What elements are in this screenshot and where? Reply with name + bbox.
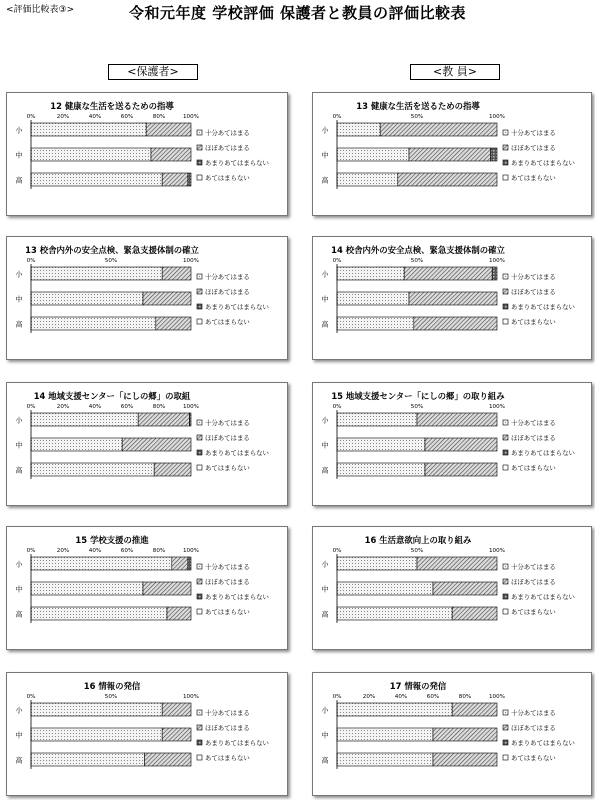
legend-label: ほぼあてはまる bbox=[511, 144, 556, 152]
chart-title: 12 健康な生活を送るための指導 bbox=[50, 101, 174, 111]
bar-segment bbox=[337, 438, 425, 451]
bar-segment bbox=[188, 173, 191, 186]
bar-segment bbox=[31, 753, 145, 766]
x-tick-label: 20% bbox=[56, 114, 70, 120]
category-label: 高 bbox=[15, 466, 23, 475]
chart-title: 15 学校支援の推進 bbox=[75, 535, 149, 545]
legend-label: あまりあてはまらない bbox=[511, 739, 575, 747]
chart-panel-3 bbox=[6, 236, 288, 360]
bar-segment bbox=[162, 267, 191, 280]
legend-swatch bbox=[197, 609, 202, 614]
x-tick-label: 0% bbox=[332, 114, 342, 120]
legend-label: あまりあてはまらない bbox=[205, 593, 269, 601]
bar-segment bbox=[417, 557, 497, 570]
legend-swatch bbox=[503, 435, 508, 440]
bar-segment bbox=[337, 607, 452, 620]
category-label: 小 bbox=[321, 126, 329, 135]
legend-swatch bbox=[197, 755, 202, 760]
x-tick-label: 80% bbox=[152, 114, 166, 120]
bar-segment bbox=[409, 148, 491, 161]
bar-segment bbox=[492, 267, 497, 280]
category-label: 中 bbox=[321, 151, 329, 160]
x-tick-label: 60% bbox=[120, 114, 134, 120]
bar-segment bbox=[433, 582, 497, 595]
legend-swatch bbox=[197, 145, 202, 150]
stacked-bar-chart-2 bbox=[313, 93, 591, 215]
legend-swatch bbox=[503, 755, 508, 760]
stacked-bar-chart-1 bbox=[7, 93, 287, 215]
legend-label: あてはまらない bbox=[205, 754, 250, 762]
legend-label: あてはまらない bbox=[511, 754, 556, 762]
bar-segment bbox=[156, 317, 191, 330]
bar-segment bbox=[380, 123, 497, 136]
legend-swatch bbox=[197, 160, 202, 165]
bar-segment bbox=[425, 438, 497, 451]
legend-label: 十分あてはまる bbox=[511, 129, 556, 137]
bar-segment bbox=[31, 123, 146, 136]
x-tick-label: 0% bbox=[26, 548, 36, 554]
legend-label: あまりあてはまらない bbox=[511, 593, 575, 601]
legend-label: あまりあてはまらない bbox=[205, 159, 269, 167]
category-label: 中 bbox=[321, 295, 329, 304]
bar-segment bbox=[337, 703, 452, 716]
legend-swatch bbox=[197, 130, 202, 135]
x-tick-label: 60% bbox=[120, 548, 134, 554]
x-tick-label: 50% bbox=[104, 258, 118, 264]
bar-segment bbox=[162, 728, 191, 741]
legend-swatch bbox=[503, 289, 508, 294]
stacked-bar-chart-8 bbox=[313, 527, 591, 649]
legend-swatch bbox=[197, 594, 202, 599]
bar-segment bbox=[404, 267, 492, 280]
corner-label: <評価比較表③> bbox=[6, 5, 75, 15]
x-tick-label: 100% bbox=[183, 114, 199, 120]
bar-segment bbox=[417, 413, 497, 426]
stacked-bar-chart-9 bbox=[7, 673, 287, 795]
category-label: 高 bbox=[15, 320, 23, 329]
chart-panel-6 bbox=[312, 382, 592, 506]
x-tick-label: 100% bbox=[489, 694, 505, 700]
legend-label: 十分あてはまる bbox=[205, 419, 250, 427]
chart-title: 16 生活意欲向上の取り組み bbox=[364, 535, 472, 545]
category-label: 小 bbox=[321, 706, 329, 715]
bar-segment bbox=[414, 317, 497, 330]
bar-segment bbox=[337, 148, 409, 161]
bar-segment bbox=[337, 292, 409, 305]
legend-swatch bbox=[503, 564, 508, 569]
bar-segment bbox=[31, 463, 154, 476]
legend-swatch bbox=[503, 274, 508, 279]
bar-segment bbox=[31, 728, 162, 741]
bar-segment bbox=[491, 148, 497, 161]
category-label: 高 bbox=[321, 610, 329, 619]
category-label: 高 bbox=[15, 610, 23, 619]
legend-label: ほぼあてはまる bbox=[205, 578, 250, 586]
category-label: 小 bbox=[321, 560, 329, 569]
stacked-bar-chart-7 bbox=[7, 527, 287, 649]
legend-swatch bbox=[503, 465, 508, 470]
bar-segment bbox=[452, 607, 497, 620]
category-label: 中 bbox=[321, 731, 329, 740]
bar-segment bbox=[409, 292, 497, 305]
legend-swatch bbox=[197, 420, 202, 425]
category-label: 小 bbox=[15, 416, 23, 425]
legend-swatch bbox=[503, 304, 508, 309]
legend-label: あてはまらない bbox=[511, 318, 556, 326]
legend-label: 十分あてはまる bbox=[205, 563, 250, 571]
legend-label: ほぼあてはまる bbox=[205, 434, 250, 442]
bar-segment bbox=[189, 413, 191, 426]
bar-segment bbox=[143, 582, 191, 595]
x-tick-label: 100% bbox=[183, 404, 199, 410]
x-tick-label: 0% bbox=[332, 258, 342, 264]
bar-segment bbox=[31, 582, 143, 595]
x-tick-label: 40% bbox=[88, 114, 102, 120]
x-tick-label: 60% bbox=[120, 404, 134, 410]
stacked-bar-chart-10 bbox=[313, 673, 591, 795]
bar-segment bbox=[433, 728, 497, 741]
bar-segment bbox=[425, 463, 497, 476]
x-tick-label: 0% bbox=[26, 694, 36, 700]
legend-swatch bbox=[503, 710, 508, 715]
chart-panel-2 bbox=[312, 92, 592, 216]
legend-swatch bbox=[503, 319, 508, 324]
legend-label: 十分あてはまる bbox=[511, 709, 556, 717]
category-label: 高 bbox=[321, 756, 329, 765]
bar-segment bbox=[31, 292, 143, 305]
bar-segment bbox=[31, 317, 156, 330]
legend-swatch bbox=[197, 450, 202, 455]
legend-label: あまりあてはまらない bbox=[205, 303, 269, 311]
bar-segment bbox=[31, 703, 162, 716]
x-tick-label: 50% bbox=[410, 258, 424, 264]
bar-segment bbox=[337, 557, 417, 570]
legend-swatch bbox=[197, 319, 202, 324]
bar-segment bbox=[143, 292, 191, 305]
bar-segment bbox=[337, 123, 380, 136]
x-tick-label: 40% bbox=[88, 404, 102, 410]
chart-title: 15 地域支援センター「にしの郷」の取り組み bbox=[331, 391, 505, 401]
category-label: 小 bbox=[15, 706, 23, 715]
bar-segment bbox=[452, 703, 497, 716]
legend-label: ほぼあてはまる bbox=[205, 144, 250, 152]
bar-segment bbox=[337, 463, 425, 476]
legend-label: あまりあてはまらない bbox=[511, 303, 575, 311]
legend-label: あてはまらない bbox=[511, 174, 556, 182]
legend-swatch bbox=[197, 725, 202, 730]
legend-label: あてはまらない bbox=[205, 608, 250, 616]
category-label: 高 bbox=[321, 320, 329, 329]
chart-panel-10 bbox=[312, 672, 592, 796]
bar-segment bbox=[138, 413, 189, 426]
chart-title: 16 情報の発信 bbox=[83, 681, 141, 691]
legend-swatch bbox=[503, 594, 508, 599]
legend-swatch bbox=[503, 160, 508, 165]
bar-segment bbox=[433, 753, 497, 766]
x-tick-label: 20% bbox=[56, 404, 70, 410]
chart-title: 14 地域支援センター「にしの郷」の取組 bbox=[33, 391, 191, 401]
chart-panel-7 bbox=[6, 526, 288, 650]
x-tick-label: 100% bbox=[183, 694, 199, 700]
x-tick-label: 60% bbox=[426, 694, 440, 700]
x-tick-label: 0% bbox=[332, 404, 342, 410]
x-tick-label: 100% bbox=[489, 404, 505, 410]
bar-segment bbox=[162, 703, 191, 716]
legend-swatch bbox=[503, 740, 508, 745]
bar-segment bbox=[398, 173, 497, 186]
category-label: 中 bbox=[15, 151, 23, 160]
x-tick-label: 0% bbox=[332, 548, 342, 554]
legend-swatch bbox=[503, 420, 508, 425]
column-header-parents: <保護者> bbox=[108, 64, 198, 80]
legend-label: あてはまらない bbox=[511, 608, 556, 616]
legend-swatch bbox=[503, 130, 508, 135]
x-tick-label: 100% bbox=[489, 258, 505, 264]
bar-segment bbox=[337, 413, 417, 426]
legend-label: 十分あてはまる bbox=[205, 273, 250, 281]
legend-swatch bbox=[197, 579, 202, 584]
bar-segment bbox=[188, 557, 191, 570]
category-label: 中 bbox=[15, 731, 23, 740]
chart-title: 17 情報の発信 bbox=[389, 681, 447, 691]
legend-label: ほぼあてはまる bbox=[511, 724, 556, 732]
x-tick-label: 50% bbox=[410, 114, 424, 120]
stacked-bar-chart-6 bbox=[313, 383, 591, 505]
x-tick-label: 80% bbox=[458, 694, 472, 700]
column-header-teachers: <教 員> bbox=[410, 64, 500, 80]
legend-label: ほぼあてはまる bbox=[511, 434, 556, 442]
legend-label: あてはまらない bbox=[205, 318, 250, 326]
legend-swatch bbox=[503, 609, 508, 614]
legend-label: 十分あてはまる bbox=[511, 273, 556, 281]
legend-swatch bbox=[197, 435, 202, 440]
legend-label: あまりあてはまらない bbox=[511, 159, 575, 167]
category-label: 小 bbox=[15, 126, 23, 135]
bar-segment bbox=[337, 267, 404, 280]
stacked-bar-chart-4 bbox=[313, 237, 591, 359]
category-label: 小 bbox=[321, 416, 329, 425]
x-tick-label: 20% bbox=[362, 694, 376, 700]
x-tick-label: 80% bbox=[152, 404, 166, 410]
stacked-bar-chart-3 bbox=[7, 237, 287, 359]
legend-label: あてはまらない bbox=[205, 174, 250, 182]
x-tick-label: 100% bbox=[183, 548, 199, 554]
legend-swatch bbox=[503, 175, 508, 180]
page-title: 令和元年度 学校評価 保護者と教員の評価比較表 bbox=[129, 4, 466, 22]
category-label: 中 bbox=[15, 441, 23, 450]
x-tick-label: 80% bbox=[152, 548, 166, 554]
bar-segment bbox=[31, 438, 122, 451]
bar-segment bbox=[31, 413, 138, 426]
bar-segment bbox=[31, 148, 151, 161]
legend-label: 十分あてはまる bbox=[205, 129, 250, 137]
legend-swatch bbox=[197, 289, 202, 294]
legend-swatch bbox=[197, 304, 202, 309]
stacked-bar-chart-5 bbox=[7, 383, 287, 505]
category-label: 高 bbox=[15, 176, 23, 185]
bar-segment bbox=[146, 123, 191, 136]
x-tick-label: 50% bbox=[410, 548, 424, 554]
x-tick-label: 0% bbox=[26, 114, 36, 120]
legend-swatch bbox=[503, 145, 508, 150]
legend-swatch bbox=[197, 564, 202, 569]
x-tick-label: 100% bbox=[489, 548, 505, 554]
category-label: 中 bbox=[15, 295, 23, 304]
bar-segment bbox=[31, 607, 167, 620]
bar-segment bbox=[31, 173, 162, 186]
legend-swatch bbox=[503, 579, 508, 584]
bar-segment bbox=[162, 173, 188, 186]
legend-swatch bbox=[197, 175, 202, 180]
x-tick-label: 40% bbox=[88, 548, 102, 554]
chart-panel-8 bbox=[312, 526, 592, 650]
bar-segment bbox=[172, 557, 188, 570]
bar-segment bbox=[31, 267, 162, 280]
category-label: 中 bbox=[321, 441, 329, 450]
legend-swatch bbox=[197, 740, 202, 745]
chart-title: 13 校舎内外の安全点検、緊急支援体制の確立 bbox=[25, 245, 199, 255]
x-tick-label: 0% bbox=[332, 694, 342, 700]
legend-label: あまりあてはまらない bbox=[511, 449, 575, 457]
legend-swatch bbox=[503, 725, 508, 730]
bar-segment bbox=[337, 582, 433, 595]
category-label: 小 bbox=[321, 270, 329, 279]
legend-swatch bbox=[503, 450, 508, 455]
bar-segment bbox=[337, 753, 433, 766]
legend-label: ほぼあてはまる bbox=[511, 578, 556, 586]
chart-panel-1 bbox=[6, 92, 288, 216]
bar-segment bbox=[337, 317, 414, 330]
legend-label: あてはまらない bbox=[511, 464, 556, 472]
bar-segment bbox=[151, 148, 191, 161]
legend-label: あてはまらない bbox=[205, 464, 250, 472]
bar-segment bbox=[31, 557, 172, 570]
category-label: 高 bbox=[15, 756, 23, 765]
bar-segment bbox=[167, 607, 191, 620]
x-tick-label: 0% bbox=[26, 258, 36, 264]
legend-label: ほぼあてはまる bbox=[205, 724, 250, 732]
legend-swatch bbox=[197, 710, 202, 715]
x-tick-label: 40% bbox=[394, 694, 408, 700]
legend-label: あまりあてはまらない bbox=[205, 449, 269, 457]
legend-label: 十分あてはまる bbox=[511, 419, 556, 427]
x-tick-label: 0% bbox=[26, 404, 36, 410]
x-tick-label: 100% bbox=[489, 114, 505, 120]
legend-label: あまりあてはまらない bbox=[205, 739, 269, 747]
bar-segment bbox=[154, 463, 191, 476]
bar-segment bbox=[337, 728, 433, 741]
bar-segment bbox=[145, 753, 191, 766]
legend-label: 十分あてはまる bbox=[511, 563, 556, 571]
legend-swatch bbox=[197, 465, 202, 470]
category-label: 中 bbox=[15, 585, 23, 594]
legend-label: ほぼあてはまる bbox=[205, 288, 250, 296]
category-label: 高 bbox=[321, 466, 329, 475]
category-label: 中 bbox=[321, 585, 329, 594]
bar-segment bbox=[337, 173, 398, 186]
chart-title: 14 校舎内外の安全点検、緊急支援体制の確立 bbox=[331, 245, 505, 255]
category-label: 高 bbox=[321, 176, 329, 185]
legend-label: 十分あてはまる bbox=[205, 709, 250, 717]
chart-panel-9 bbox=[6, 672, 288, 796]
chart-panel-4 bbox=[312, 236, 592, 360]
bar-segment bbox=[122, 438, 191, 451]
category-label: 小 bbox=[15, 270, 23, 279]
category-label: 小 bbox=[15, 560, 23, 569]
chart-title: 13 健康な生活を送るための指導 bbox=[356, 101, 480, 111]
x-tick-label: 50% bbox=[104, 694, 118, 700]
x-tick-label: 20% bbox=[56, 548, 70, 554]
legend-label: ほぼあてはまる bbox=[511, 288, 556, 296]
x-tick-label: 50% bbox=[410, 404, 424, 410]
chart-panel-5 bbox=[6, 382, 288, 506]
legend-swatch bbox=[197, 274, 202, 279]
x-tick-label: 100% bbox=[183, 258, 199, 264]
